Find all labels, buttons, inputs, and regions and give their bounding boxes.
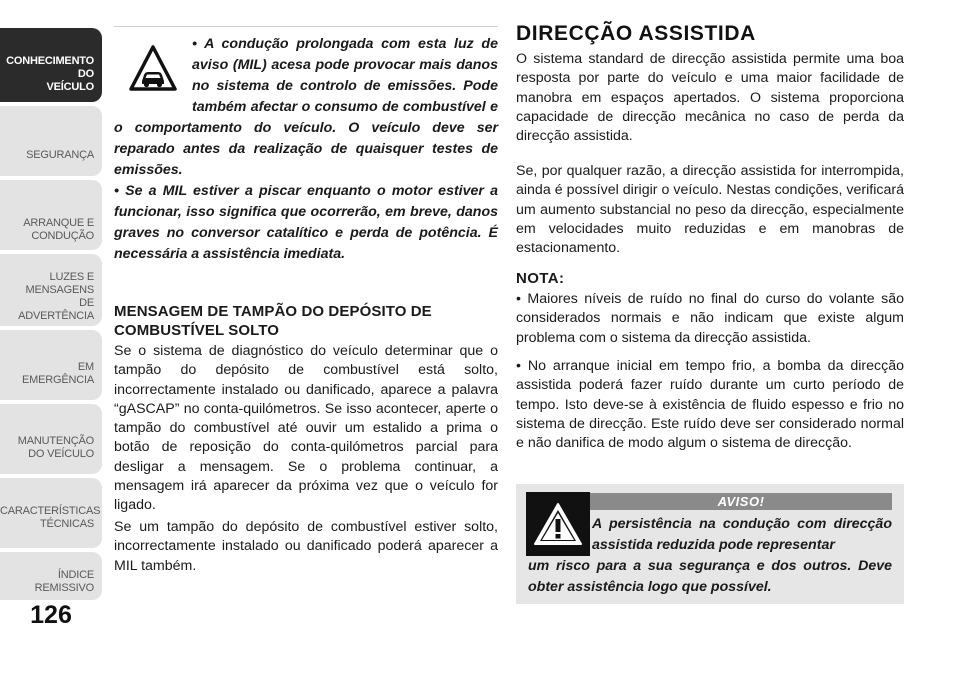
warning-triangle-car-icon bbox=[124, 36, 182, 100]
tab-seguranca[interactable] bbox=[0, 106, 102, 176]
tab-luzes-e-mensagens[interactable] bbox=[0, 254, 102, 326]
tab-label: CONHECIMENTO DO VEÍCULO bbox=[6, 55, 94, 93]
warning-top-rule bbox=[114, 26, 498, 27]
tab-manutencao-do-veiculo[interactable] bbox=[0, 404, 102, 474]
paragraph: Se o sistema de diagnóstico do veículo determinar que o tampão do depósito de combustível está solto, incorrectamente instalado ou danificado, aparece a palavra “gASCAP” no conta-quilómetros. Se isso acontecer, aperte o tampão do combustível até ouvir um estalido a prima o botão de reposição do conta-quilómetros parcial para desligar a mensagem. Se o problema continuar, a mensagem irá aparecer da próxima vez que o veículo for ligado. bbox=[114, 343, 498, 514]
aviso-header: AVISO! bbox=[590, 493, 892, 510]
tab-label: LUZES E MENSAGENS DE ADVERTÊNCIA bbox=[18, 271, 94, 322]
tab-indice-remissivo[interactable] bbox=[0, 552, 102, 600]
section-title: DIRECÇÃO ASSISTIDA bbox=[516, 22, 756, 45]
tab-label: EM EMERGÊNCIA bbox=[22, 361, 94, 386]
tab-label: ARRANQUE E CONDUÇÃO bbox=[23, 217, 94, 242]
note-bullet: • Maiores níveis de ruído no final do curso do volante são considerados normais e não indicam que existe algum problema com o sistema da direcção assistida. bbox=[516, 291, 904, 346]
aviso-text-line-b: um risco para a sua segurança e dos outros. Deve obter assistência logo que possível. bbox=[528, 558, 892, 595]
tab-arranque-e-conducao[interactable] bbox=[0, 180, 102, 250]
aviso-text-line-a: A persistência na condução com direcção assistida reduzida pode representar bbox=[592, 516, 892, 553]
tab-label: MANUTENÇÃO DO VEÍCULO bbox=[17, 435, 94, 460]
tab-label: CARACTERÍSTICAS TÉCNICAS bbox=[0, 505, 101, 530]
tab-label: ÍNDICE REMISSIVO bbox=[34, 569, 94, 594]
warning-block bbox=[114, 26, 498, 265]
tab-label: SEGURANÇA bbox=[26, 149, 94, 161]
page-number: 126 bbox=[30, 601, 72, 629]
aviso-warning-box bbox=[516, 484, 904, 604]
tab-em-emergencia[interactable] bbox=[0, 330, 102, 400]
note-bullet: • No arranque inicial em tempo frio, a bomba da direcção assistida poderá fazer ruído durante um curto período de tempo. Isto deve-se à existência de fluido espesso e frio no sistema de direcção. Este ruído deve ser considerado normal e não danifica de modo algum o sistema de direcção. bbox=[516, 358, 904, 452]
tab-conhecimento-do-veiculo[interactable] bbox=[0, 28, 102, 102]
note-label: NOTA: bbox=[516, 270, 565, 287]
paragraph: Se, por qualquer razão, a direcção assistida for interrompida, ainda é possível dirigir o veículo. Nestas condições, verificará um aumento substancial no peso da direcção, especialmente em velocidades muito reduzidas e em manobras de estacionamento. bbox=[516, 163, 904, 257]
section-heading: MENSAGEM DE TAMPÃO DO DEPÓSITO DE COMBUSTÍVEL SOLTO bbox=[114, 303, 432, 339]
warning-bullet-2: • Se a MIL estiver a piscar enquanto o motor estiver a funcionar, isso significa que ocorrerão, em breve, danos graves no conversor catalítico e perda de potência. É necessária a assistência imediata. bbox=[114, 183, 498, 262]
warning-bullet-1: • A condução prolongada com esta luz de aviso (MIL) acesa pode provocar mais danos no sistema de controlo de emissões. Pode também afectar o consumo de combustível e o comportamento do veículo. O veículo deve ser reparado antes da realização de quaisquer testes de emissões. bbox=[114, 36, 498, 178]
paragraph: Se um tampão do depósito de combustível estiver solto, incorrectamente instalado ou danificado poderá aparecer a MIL também. bbox=[114, 519, 498, 574]
paragraph: O sistema standard de direcção assistida permite uma boa resposta por parte do veículo e uma maior facilidade de manobra em espaços apertados. O sistema proporciona capacidade de direcção mecânica no caso de perda da direcção assistida. bbox=[516, 51, 904, 145]
aviso-text bbox=[528, 514, 892, 598]
tab-caracteristicas-tecnicas[interactable] bbox=[0, 478, 102, 548]
chapter-sidebar bbox=[0, 0, 104, 678]
